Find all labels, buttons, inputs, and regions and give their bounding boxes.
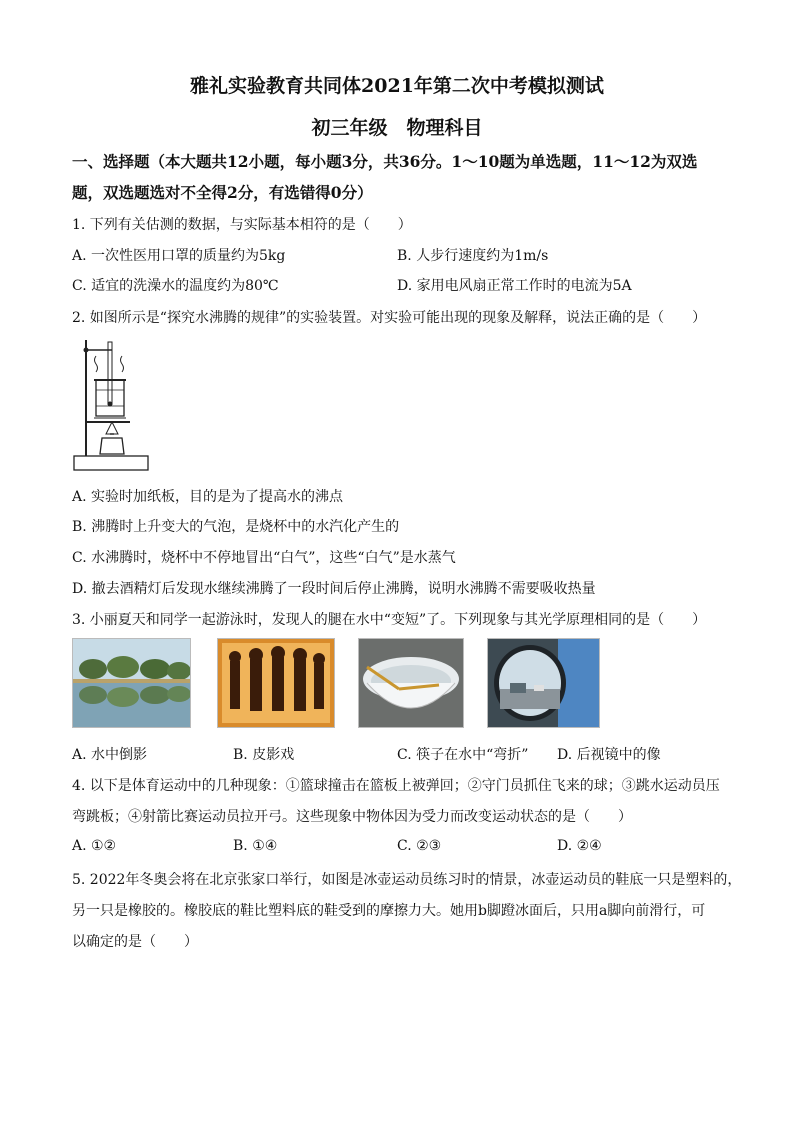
q1-option-a: A. 一次性医用口罩的质量约为5kg: [72, 248, 286, 264]
q3-stem: 3. 小丽夏天和同学一起游泳时，发现人的腿在水中“变短”了。下列现象与其光学原理相同的是（ ）: [72, 612, 707, 628]
q1-stem: 1. 下列有关估测的数据，与实际基本相符的是（ ）: [72, 217, 412, 233]
q4-stem-line2: 弯跳板；④射箭比赛运动员拉开弓。这些现象中物体因为受力而改变运动状态的是（ ）: [72, 809, 632, 825]
q2-option-b: B. 沸腾时上升变大的气泡，是烧杯中的水汽化产生的: [72, 519, 400, 535]
q2-option-a: A. 实验时加纸板，目的是为了提高水的沸点: [72, 489, 344, 505]
q1-option-d: D. 家用电风扇正常工作时的电流为5A: [397, 278, 632, 294]
q3-option-b: B. 皮影戏: [233, 747, 295, 763]
section-heading-line1: 一、选择题（本大题共12小题，每小题3分，共36分。1～10题为单选题，11～12为双选: [72, 152, 698, 171]
q2-stem: 2. 如图所示是“探究水沸腾的规律”的实验装置。对实验可能出现的现象及解释，说法正确的是（ ）: [72, 310, 707, 326]
reflection-in-water-photo: [72, 638, 191, 728]
boiling-apparatus-figure: [72, 336, 152, 476]
q4-option-d: D. ②④: [557, 838, 602, 854]
exam-title: 雅礼实验教育共同体2021年第二次中考模拟测试: [190, 75, 604, 97]
q4-option-a: A. ①②: [72, 838, 117, 854]
shadow-puppet-photo: [217, 638, 335, 728]
q5-stem-line1: 5. 2022年冬奥会将在北京张家口举行，如图是冰壶运动员练习时的情景，冰壶运动员的鞋底一只是塑料的，: [72, 872, 742, 888]
q5-stem-line3: 以确定的是（ ）: [72, 934, 198, 950]
q2-option-d: D. 撤去酒精灯后发现水继续沸腾了一段时间后停止沸腾，说明水沸腾不需要吸收热量: [72, 581, 596, 597]
q3-option-d: D. 后视镜中的像: [557, 747, 661, 763]
q4-option-b: B. ①④: [233, 838, 278, 854]
q1-option-b: B. 人步行速度约为1m/s: [397, 248, 549, 264]
q5-stem-line2: 另一只是橡胶的。橡胶底的鞋比塑料底的鞋受到的摩擦力大。她用b脚蹬冰面后，只用a脚向前滑行，可: [72, 903, 706, 919]
q1-option-c: C. 适宜的洗澡水的温度约为80℃: [72, 278, 279, 294]
chopsticks-in-water-photo: [358, 638, 464, 728]
q2-option-c: C. 水沸腾时，烧杯中不停地冒出“白气”，这些“白气”是水蒸气: [72, 550, 456, 566]
rearview-mirror-photo: [487, 638, 600, 728]
q3-option-c: C. 筷子在水中“弯折”: [397, 747, 529, 763]
exam-subtitle: 初三年级 物理科目: [311, 117, 483, 139]
q4-stem-line1: 4. 以下是体育运动中的几种现象：①篮球撞击在篮板上被弹回；②守门员抓住飞来的球；③跳水运动员压: [72, 778, 720, 794]
q4-option-c: C. ②③: [397, 838, 442, 854]
q3-option-a: A. 水中倒影: [72, 747, 148, 763]
section-heading-line2: 题，双选题选对不全得2分，有选错得0分）: [72, 183, 373, 202]
